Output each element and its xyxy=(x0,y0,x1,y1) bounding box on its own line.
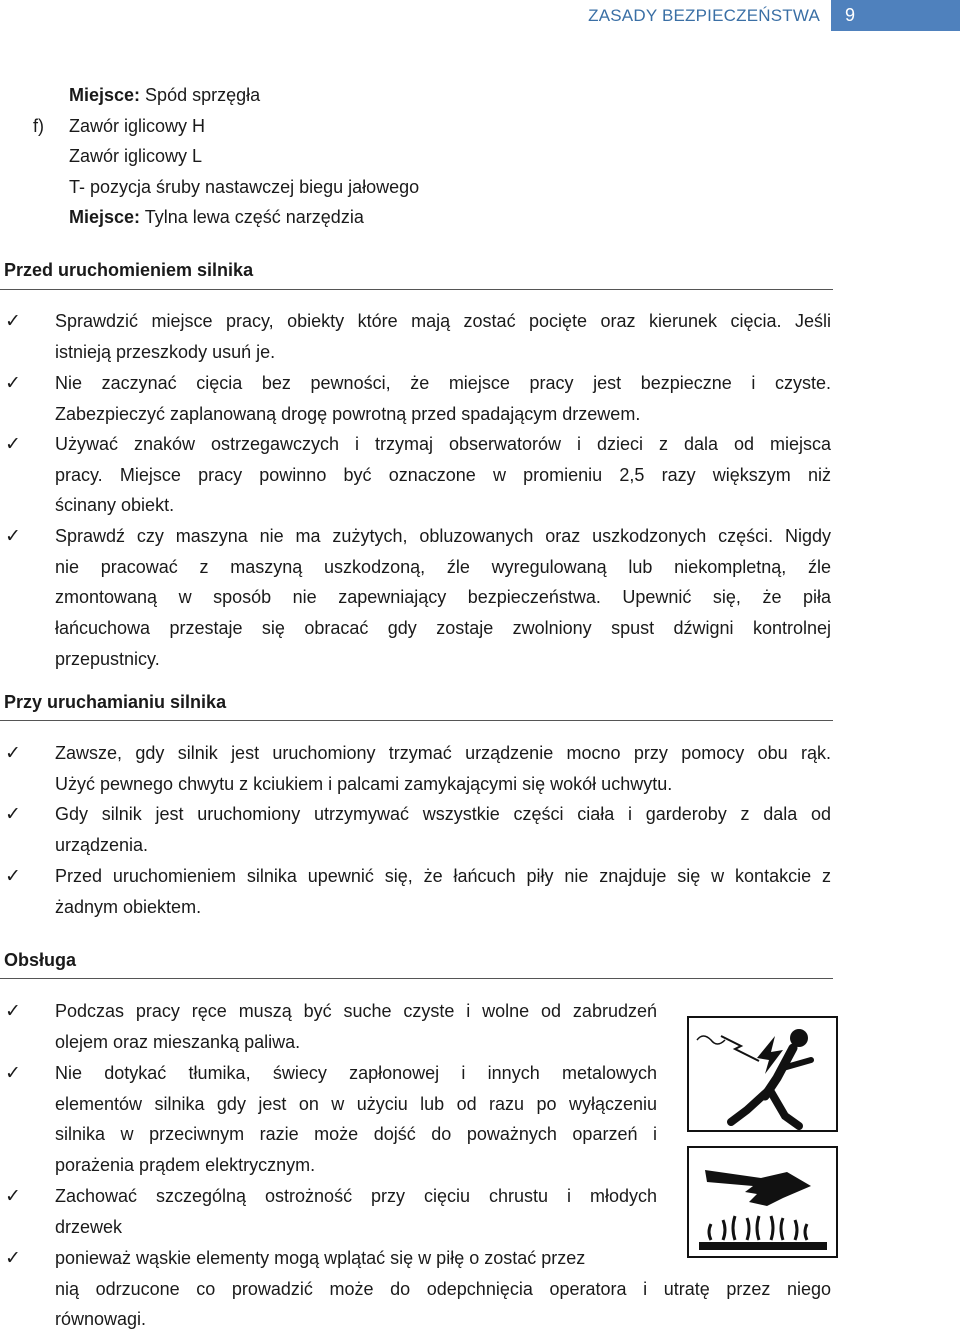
check-icon: ✓ xyxy=(5,803,21,825)
hot-surface-burn-warning-icon xyxy=(687,1146,838,1258)
text-line: Używać znaków ostrzegawczych i trzymaj obserwatorów i dzieci z dala od miejsca xyxy=(55,434,831,454)
text-line: Gdy silnik jest uruchomiony utrzymywać wszystkie części ciała i garderoby z dala od xyxy=(55,804,831,824)
running-header-title: ZASADY BEZPIECZEŃSTWA xyxy=(588,6,820,25)
needle-valve-l: Zawór iglicowy L xyxy=(69,146,203,166)
text-line: Użyć pewnego chwytu z kciukiem i palcami zamykającymi się wokół uchwytu. xyxy=(55,773,673,794)
bullet-paragraph xyxy=(55,861,831,922)
bullet-paragraph xyxy=(55,1058,657,1181)
text-line: ścinany obiekt. xyxy=(55,495,175,516)
text-line: ponieważ wąskie elementy mogą wplątać się w piłę o zostać przez xyxy=(55,1248,586,1268)
check-icon: ✓ xyxy=(5,1000,21,1022)
text-line: elementów silnika gdy jest on w użyciu lub od razu po wyłączeniu xyxy=(55,1093,657,1114)
text-line: nią odrzucone co prowadzić może do odepchnięcia operatora i utratę przez niego xyxy=(55,1278,831,1299)
text-line: Nie zaczynać cięcia bez pewności, że miejsce pracy jest bezpieczne i czyste. xyxy=(55,373,831,393)
section-heading-before-start: Przed uruchomieniem silnika xyxy=(4,260,254,280)
text-line: przepustnicy. xyxy=(55,648,160,669)
needle-valve-h: Zawór iglicowy H xyxy=(69,116,206,136)
text-line: olejem oraz mieszanką paliwa. xyxy=(55,1031,301,1052)
bullet-paragraph xyxy=(55,799,831,860)
text-line: istnieją przeszkody usuń je. xyxy=(55,341,276,362)
location-label: Miejsce: xyxy=(69,207,141,227)
section-divider xyxy=(0,289,833,290)
text-line: drzewek xyxy=(55,1216,123,1237)
text-line: urządzenia. xyxy=(55,834,149,855)
bullet-paragraph xyxy=(55,521,831,675)
bullet-paragraph xyxy=(55,738,831,799)
text-line: Sprawdzić miejsce pracy, obiekty które mają zostać pocięte oraz kierunek cięcia. Jeśli xyxy=(55,311,831,331)
text-line: porażenia prądem elektrycznym. xyxy=(55,1155,316,1176)
text-line: Nie dotykać tłumika, świecy zapłonowej i innych metalowych xyxy=(55,1063,657,1083)
bullet-paragraph xyxy=(55,1181,657,1242)
text-line: równowagi. xyxy=(55,1309,147,1330)
location-label: Miejsce: xyxy=(69,85,141,105)
check-icon: ✓ xyxy=(5,525,21,547)
item-f-label: f) xyxy=(33,116,44,136)
electric-shock-warning-icon xyxy=(687,1016,838,1132)
location-line-2 xyxy=(69,206,364,228)
text-line: pracy. Miejsce pracy powinno być oznaczone w promieniu 2,5 razy większym niż xyxy=(55,464,831,485)
location-text: Spód sprzęgła xyxy=(140,85,261,105)
text-line: Zawsze, gdy silnik jest uruchomiony trzymać urządzenie mocno przy pomocy obu rąk. xyxy=(55,743,831,763)
check-icon: ✓ xyxy=(5,372,21,394)
check-icon: ✓ xyxy=(5,433,21,455)
check-icon: ✓ xyxy=(5,310,21,332)
idle-screw-line: T- pozycja śruby nastawczej biegu jałowego xyxy=(69,177,420,197)
location-text: Tylna lewa część narzędzia xyxy=(140,207,364,227)
text-line: Sprawdź czy maszyna nie ma zużytych, obluzowanych oraz uszkodzonych części. Nigdy xyxy=(55,526,831,546)
section-heading-starting: Przy uruchamianiu silnika xyxy=(4,692,227,712)
text-line: Zachować szczególną ostrożność przy cięciu chrustu i młodych xyxy=(55,1186,657,1206)
check-icon: ✓ xyxy=(5,1062,21,1084)
section-divider xyxy=(0,720,833,721)
text-line: nie pracować z maszyną uszkodzoną, źle wyregulowaną lub niekompletną, źle xyxy=(55,556,831,577)
bullet-paragraph xyxy=(55,429,831,521)
text-line: silnika w przeciwnym razie może dojść do poważnych oparzeń i xyxy=(55,1124,657,1145)
text-line: żadnym obiektem. xyxy=(55,896,202,917)
text-line: Zabezpieczyć zaplanowaną drogę powrotną przed spadającym drzewem. xyxy=(55,403,641,424)
text-line: Podczas pracy ręce muszą być suche czyste i wolne od zabrudzeń xyxy=(55,1001,657,1021)
check-icon: ✓ xyxy=(5,742,21,764)
text-line: zmontowaną w sposób nie zapewniający bezpieczeństwa. Upewnić się, że piła xyxy=(55,587,831,608)
text-line: Przed uruchomieniem silnika upewnić się, że łańcuch piły nie znajduje się w kontakcie z xyxy=(55,866,831,886)
bullet-paragraph xyxy=(55,996,657,1057)
location-line-1 xyxy=(69,84,260,106)
check-icon: ✓ xyxy=(5,865,21,887)
bullet-paragraph xyxy=(55,368,831,429)
section-heading-operation: Obsługa xyxy=(4,950,77,970)
text-line: łańcuchowa przestaje się obracać gdy zostaje zwolniony spust dźwigni kontrolnej xyxy=(55,618,831,639)
page-number-badge: 9 xyxy=(831,0,960,31)
check-icon: ✓ xyxy=(5,1185,21,1207)
bullet-paragraph xyxy=(55,306,831,367)
section-divider xyxy=(0,978,833,979)
check-icon: ✓ xyxy=(5,1247,21,1269)
